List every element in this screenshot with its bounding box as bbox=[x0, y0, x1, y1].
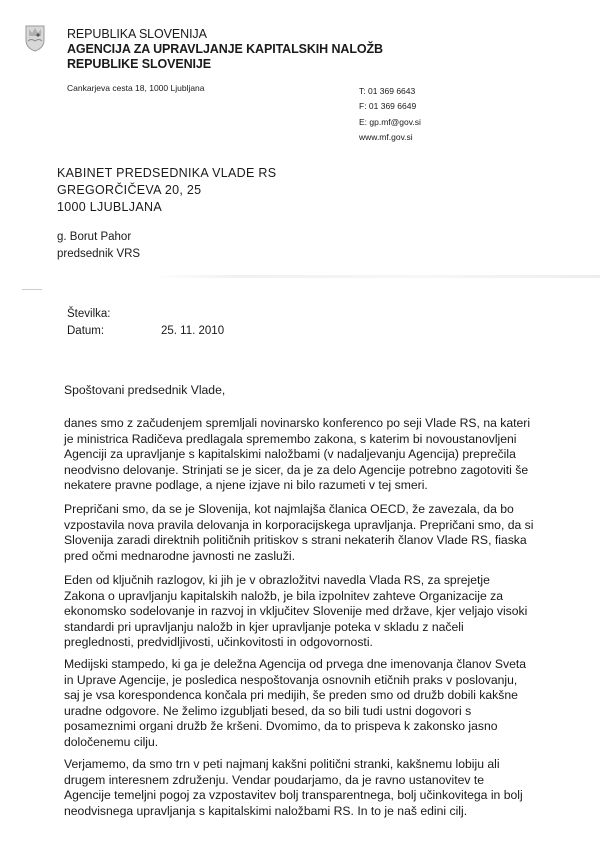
paragraph-line: vzpostavila nova pravila delovanja in korporacijskega upravljanja. Prepričani smo, da si bbox=[64, 517, 534, 532]
letterhead-line-republic: REPUBLIKA SLOVENIJA bbox=[67, 27, 207, 41]
recipient-office: KABINET PREDSEDNIKA VLADE RS bbox=[57, 166, 277, 180]
recipient-address bbox=[57, 165, 276, 216]
recipient-city: 1000 LJUBLJANA bbox=[57, 200, 162, 214]
paragraph-line: je ministrica Radičeva predlagala spremembo zakona, s katerim bi novoustanovljeni bbox=[64, 431, 517, 446]
body-paragraph-1 bbox=[64, 416, 594, 494]
paragraph-line: Slovenija zaradi direktnih političnih pritiskov s strani nekaterih članov Vlade RS, fiaska bbox=[64, 533, 527, 548]
scan-artifact-mark bbox=[22, 289, 42, 290]
body-paragraph-5 bbox=[64, 757, 594, 819]
letterhead-line-agency: AGENCIJA ZA UPRAVLJANJE KAPITALSKIH NALOŽB bbox=[67, 42, 383, 56]
sender-phone: T: 01 369 6643 bbox=[359, 86, 416, 96]
date-value: 25. 11. 2010 bbox=[161, 325, 225, 337]
body-paragraph-3 bbox=[64, 573, 594, 651]
paragraph-line: in Uprave Agencije, je posledica nespoštovanja osnovnih etičnih praks v poslovanju, bbox=[64, 672, 518, 687]
number-label: Številka: bbox=[67, 308, 111, 320]
paragraph-line: Prepričani smo, da se je Slovenija, kot najmlajša članica OECD, že zavezala, da bo bbox=[64, 502, 514, 516]
scan-artifact-fold bbox=[150, 275, 600, 278]
sender-fax: F: 01 369 6649 bbox=[359, 101, 417, 112]
paragraph-line: Medijski stampedo, ki ga je deležna Agencija od prvega dne imenovanja članov Sveta bbox=[64, 657, 527, 671]
letter-meta bbox=[67, 306, 224, 340]
date-label: Datum: bbox=[67, 325, 105, 337]
paragraph-line: saj je vsa korespondenca končala pri medijih, še preden smo od družb dobili kakšne bbox=[64, 688, 518, 703]
paragraph-line: neodvisno delovanje. Strinjati se je sicer, da je za delo Agencije potrebno zagotoviti še bbox=[64, 462, 529, 477]
number-row bbox=[67, 306, 224, 323]
paragraph-line: preglednosti, predvidljivosti, učinkovitosti in odgovornosti. bbox=[64, 635, 373, 650]
recipient-street: GREGORČIČEVA 20, 25 bbox=[57, 183, 202, 197]
letterhead-line-republic-of-slovenia: REPUBLIKE SLOVENIJE bbox=[67, 57, 211, 71]
salutation: Spoštovani predsednik Vlade, bbox=[64, 383, 226, 397]
body-paragraph-4 bbox=[64, 657, 594, 751]
paragraph-line: ekonomsko sodelovanje in razvoj in vključitev Slovenije med države, kjer veljajo visoki bbox=[64, 604, 528, 619]
date-row bbox=[67, 323, 224, 340]
letterhead-organization bbox=[67, 27, 383, 72]
paragraph-line: drugem interesnem združenju. Vendar poudarjamo, da je ravno ustanovitev te bbox=[64, 772, 485, 787]
paragraph-line: nekatere pravne podlage, a njene izjave ni bilo razumeti v tej smeri. bbox=[64, 478, 428, 493]
paragraph-line: neodvisnega upravljanja s kapitalskimi naložbami RS. In to je naš edini cilj. bbox=[64, 803, 468, 818]
paragraph-line: standardi pri upravljanju naložb in kjer upravljanje poteka v skladu z načeli bbox=[64, 619, 464, 634]
slovenia-coat-of-arms-icon bbox=[24, 24, 46, 52]
recipient-name: g. Borut Pahor bbox=[57, 231, 132, 243]
sender-address: Cankarjeva cesta 18, 1000 Ljubljana bbox=[67, 83, 205, 93]
recipient-title: predsednik VRS bbox=[57, 248, 141, 260]
paragraph-line: Zakona o upravljanju kapitalskih naložb, je bila izpolnitev zahteve Organizacije za bbox=[64, 588, 503, 603]
sender-contacts bbox=[359, 84, 421, 146]
paragraph-line: Agenciji za upravljanje s kapitalskimi naložbami (v nadaljevanju Agencija) preprečila bbox=[64, 447, 516, 462]
paragraph-line: določenemu cilju. bbox=[64, 734, 159, 749]
sender-email: E: gp.mf@gov.si bbox=[359, 116, 421, 127]
paragraph-line: pred očmi mednarodne javnosti ne zasluži. bbox=[64, 548, 296, 563]
paragraph-line: uradne odgovore. Ne želimo izgubljati besed, da so bili tudi ustni dogovori s bbox=[64, 703, 472, 718]
body-paragraph-2 bbox=[64, 502, 594, 564]
paragraph-line: Eden od ključnih razlogov, ki jih je v obrazložitvi navedla Vlada RS, za sprejetje bbox=[64, 573, 490, 587]
paragraph-line: Verjamemo, da smo trn v peti najmanj kakšni politični stranki, kakšnemu lobiju ali bbox=[64, 757, 500, 771]
paragraph-line: Agencije temeljni pogoj za vzpostavitev bolj transparentnega, bolj učinkovitega in bolj bbox=[64, 788, 523, 803]
paragraph-line: posameznimi organi družb že kršeni. Dvomimo, da to prispeva k zakonsko jasno bbox=[64, 719, 498, 734]
sender-website: www.mf.gov.si bbox=[359, 132, 413, 143]
paragraph-line: danes smo z začudenjem spremljali novinarsko konferenco po seji Vlade RS, na kateri bbox=[64, 416, 531, 430]
recipient-person bbox=[57, 229, 140, 263]
